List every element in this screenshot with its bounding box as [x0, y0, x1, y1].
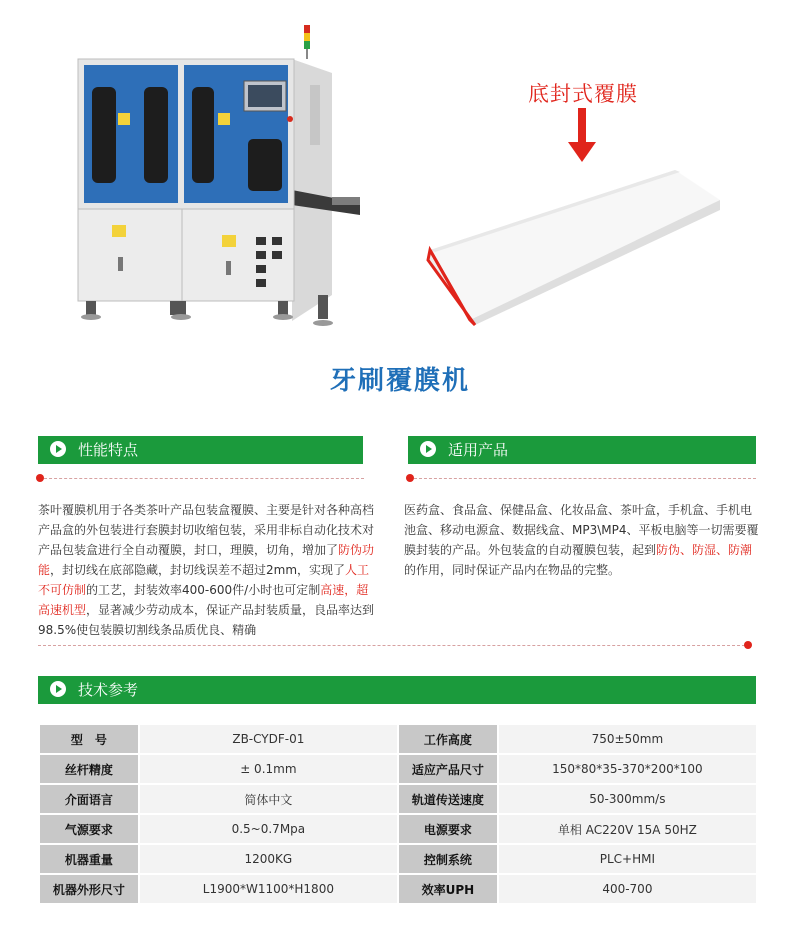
spec-value: 单相 AC220V 15A 50HZ — [498, 814, 757, 844]
bullet-dot — [406, 474, 414, 482]
spec-value: L1900*W1100*H1800 — [139, 874, 398, 904]
section-features-header — [38, 436, 363, 462]
spec-value: PLC+HMI — [498, 844, 757, 874]
spec-key: 轨道传送速度 — [398, 784, 498, 814]
spec-value: ZB-CYDF-01 — [139, 724, 398, 754]
bullet-dot — [744, 641, 752, 649]
spec-value: 1200KG — [139, 844, 398, 874]
table-row — [39, 874, 757, 904]
spec-value: 0.5~0.7Mpa — [139, 814, 398, 844]
applications-paragraph: 医药盒、食品盒、保健品盒、化妆品盒、茶叶盒，手机盒、手机电池盒、移动电源盒、数据线盒、MP3\MP4、平板电脑等一切需要覆膜封装的产品。外包装盒的自动覆膜包装，起到防伪、防湿、防潮的作用，同时保证产品内在物品的完整。 — [404, 503, 759, 577]
divider — [408, 462, 756, 464]
bullet-dot — [36, 474, 44, 482]
product-title: 牙刷覆膜机 — [329, 366, 470, 396]
film-box-illustration — [420, 160, 720, 335]
spec-key: 工作高度 — [398, 724, 498, 754]
section-applications-header — [408, 436, 756, 462]
spec-key: 丝杆精度 — [39, 754, 139, 784]
section-features-title: 性能特点 — [78, 440, 139, 459]
section-applications-title: 适用产品 — [448, 440, 509, 459]
play-circle-icon — [50, 681, 66, 697]
spec-key: 电源要求 — [398, 814, 498, 844]
features-paragraph: 茶叶覆膜机用于各类茶叶产品包装盒覆膜、主要是针对各种高档产品盒的外包装进行套膜封切收缩包装，采用非标自动化技术对产品包装盒进行全自动覆膜，封口，理膜，切角，增加了防伪功能，封切线在底部隐藏，封切线误差不超过2mm，实现了人工不可仿制的工艺，封装效率400-600件/小时也可定制高速，超高速机型，显著减少劳动成本，保证产品封装质量，良品率达到98.5%使包装膜切割线条品质优良、精确 — [38, 503, 375, 637]
spec-value: 150*80*35-370*200*100 — [498, 754, 757, 784]
table-row — [39, 814, 757, 844]
spec-key: 型 号 — [39, 724, 139, 754]
section-tech-title: 技术参考 — [78, 680, 139, 699]
spec-key: 介面语言 — [39, 784, 139, 814]
spec-key: 适应产品尺寸 — [398, 754, 498, 784]
table-row — [39, 844, 757, 874]
table-row — [39, 724, 757, 754]
spec-value: ± 0.1mm — [139, 754, 398, 784]
spec-key: 效率UPH — [398, 874, 498, 904]
play-circle-icon — [420, 441, 436, 457]
divider — [38, 462, 363, 464]
spec-key: 控制系统 — [398, 844, 498, 874]
play-circle-icon — [50, 441, 66, 457]
arrow-down-icon-head — [568, 142, 596, 162]
spec-value: 750±50mm — [498, 724, 757, 754]
section-tech-header — [38, 676, 756, 702]
spec-value: 400-700 — [498, 874, 757, 904]
table-row — [39, 754, 757, 784]
spec-value: 50-300mm/s — [498, 784, 757, 814]
spec-table — [38, 723, 758, 905]
divider — [38, 702, 756, 704]
spec-value: 简体中文 — [139, 784, 398, 814]
spec-key: 机器外形尺寸 — [39, 874, 139, 904]
machine-photo — [70, 25, 360, 335]
film-type-label: 底封式覆膜 — [528, 82, 638, 106]
arrow-down-icon — [578, 108, 586, 144]
dotted-divider — [38, 645, 750, 646]
spec-key: 气源要求 — [39, 814, 139, 844]
dotted-divider — [44, 478, 364, 479]
dotted-divider — [414, 478, 756, 479]
table-row — [39, 784, 757, 814]
spec-key: 机器重量 — [39, 844, 139, 874]
